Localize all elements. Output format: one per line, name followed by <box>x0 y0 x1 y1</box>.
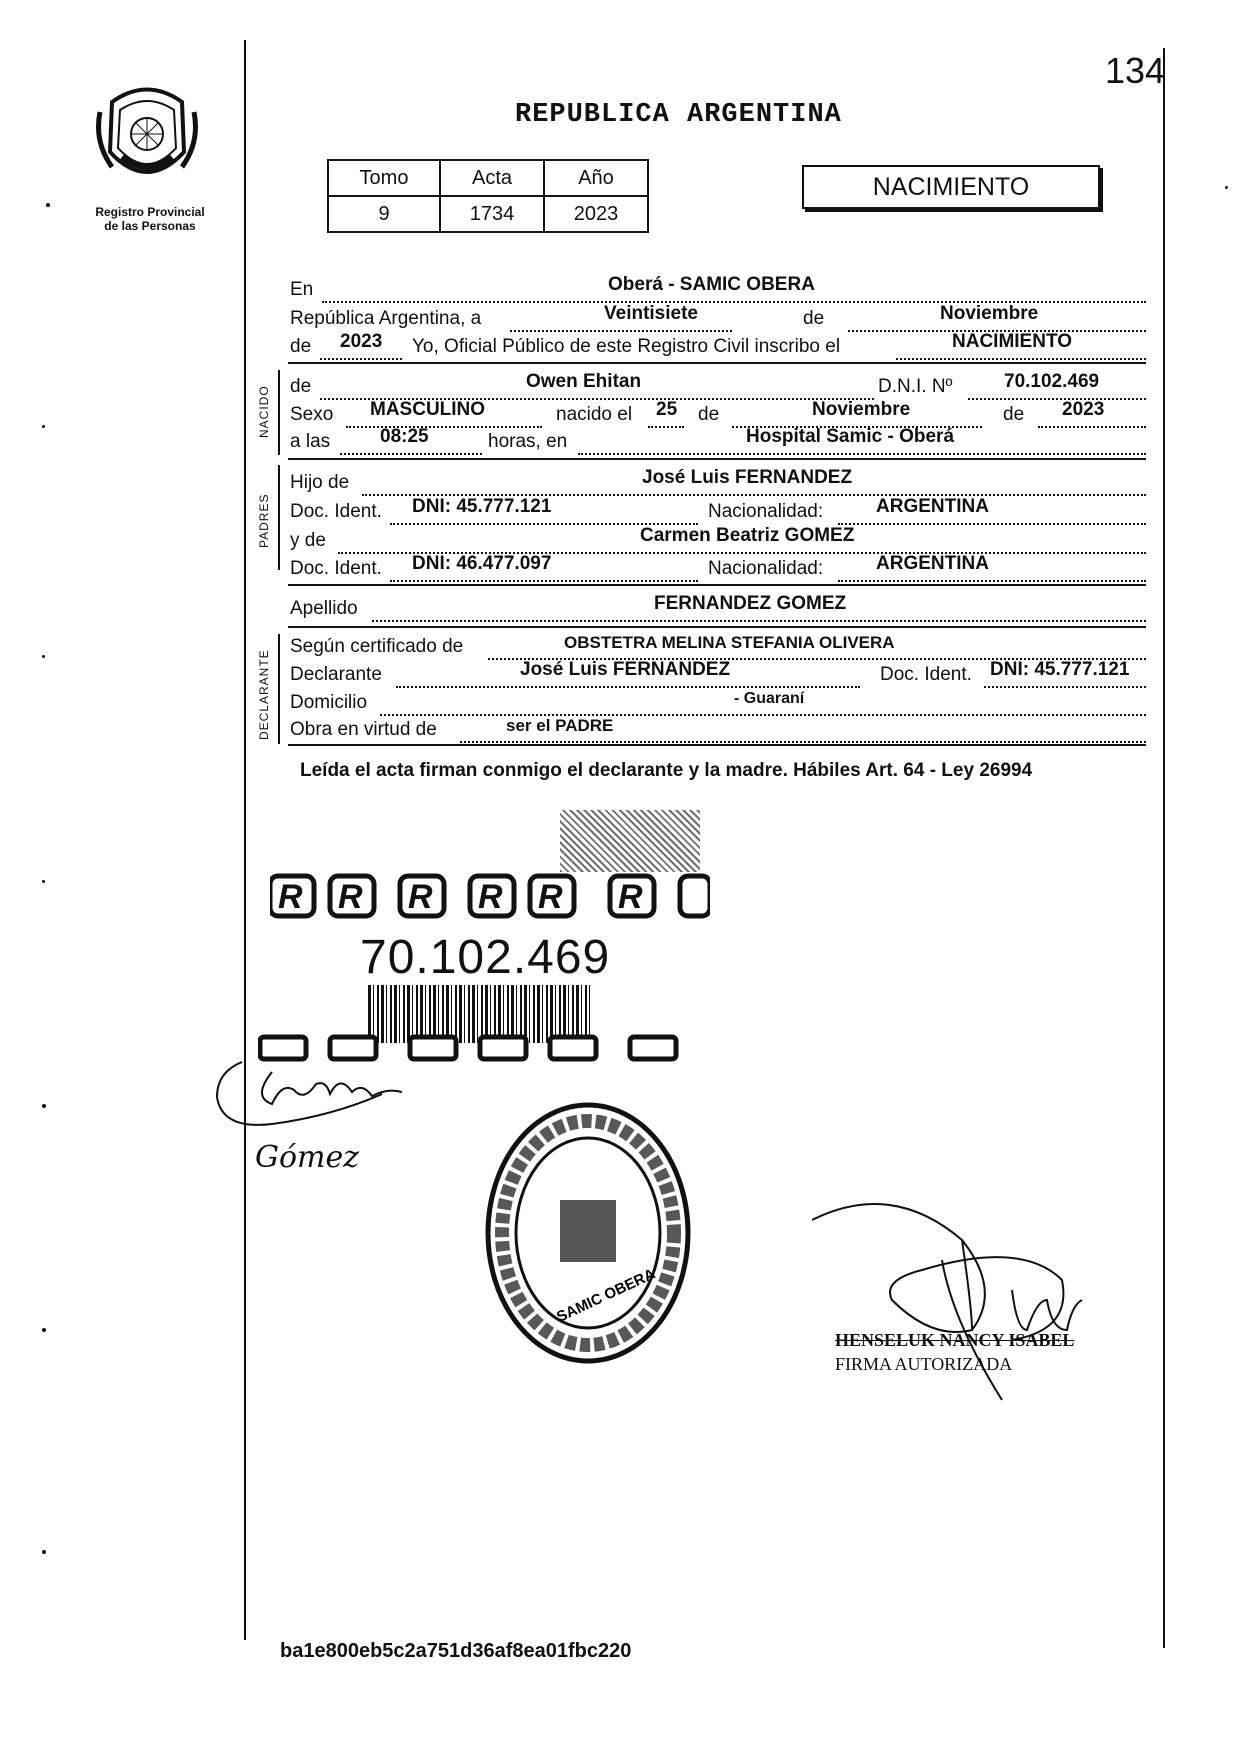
form-row-nombre <box>288 371 1146 400</box>
page-number: 134 <box>1105 50 1166 91</box>
label-apellido: Apellido <box>290 598 358 619</box>
label-declarante: Declarante <box>290 664 382 685</box>
svg-text:R: R <box>538 878 563 916</box>
value-nac-dia: 25 <box>656 399 678 420</box>
label-de4: de <box>698 404 720 425</box>
dotted-line <box>346 426 542 428</box>
label-en: En <box>290 279 314 300</box>
form-row-padre-doc <box>288 496 1146 525</box>
label-yde: y de <box>290 530 326 551</box>
value-anio: 2023 <box>340 331 383 352</box>
provincia-misiones-logo <box>92 82 202 192</box>
dotted-line <box>838 580 1146 582</box>
margin-dot <box>42 1104 46 1108</box>
dotted-line <box>460 741 1146 743</box>
declarante-signature <box>212 1042 452 1142</box>
form-row-apellido <box>288 593 1146 622</box>
svg-text:R: R <box>408 878 433 916</box>
form-row-domicilio <box>288 690 1146 716</box>
form-row-declarante <box>288 659 1146 688</box>
section-label-declarante: DECLARANTE <box>257 649 271 740</box>
label-de5: de <box>1003 404 1025 425</box>
label-nacionalidad2: Nacionalidad: <box>708 558 824 579</box>
right-border-line <box>1163 48 1165 1648</box>
label-sexo: Sexo <box>290 404 334 425</box>
signatory-name: HENSELUK NANCY ISABEL <box>835 1330 1075 1350</box>
form-row-republica <box>288 303 1146 332</box>
value-tomo: 9 <box>328 196 440 232</box>
signatory-title: FIRMA AUTORIZADA <box>835 1354 1013 1374</box>
form-row-hora <box>288 426 1146 455</box>
label-hijo: Hijo de <box>290 472 350 493</box>
header-tomo: Tomo <box>328 160 440 196</box>
barcode-number: 70.102.469 <box>360 931 611 984</box>
form-row-hijo <box>288 467 1146 496</box>
svg-text:R: R <box>478 878 503 916</box>
label-alas: a las <box>290 431 331 452</box>
left-border-line <box>244 40 246 1640</box>
dotted-line <box>838 523 1146 525</box>
label-de3: de <box>290 376 312 397</box>
value-hora: 08:25 <box>380 426 429 447</box>
margin-dot <box>42 880 45 883</box>
separator-line <box>288 626 1146 628</box>
value-inscribe: NACIMIENTO <box>952 331 1072 352</box>
value-apellido: FERNANDEZ GOMEZ <box>654 593 847 614</box>
dotted-line <box>320 358 402 360</box>
value-madre-nac: ARGENTINA <box>876 553 989 574</box>
value-certificado: OBSTETRA MELINA STEFANIA OLIVERA <box>564 633 895 652</box>
seal-text: SAMIC OBERA <box>554 1265 658 1326</box>
declarante-bracket <box>278 634 280 744</box>
svg-text:R: R <box>338 878 363 916</box>
value-dni: 70.102.469 <box>1004 371 1100 392</box>
value-nombre: Owen Ehitan <box>526 371 642 392</box>
value-nac-mes: Noviembre <box>812 399 911 420</box>
reference-table <box>327 159 649 233</box>
value-domicilio: - Guaraní <box>734 690 805 707</box>
label-obra: Obra en virtud de <box>290 719 437 740</box>
form-row-sexo <box>288 399 1146 428</box>
header-anio: Año <box>544 160 648 196</box>
dotted-line <box>390 580 698 582</box>
value-lugar-nac: Hospital Samic - Oberá <box>746 426 955 447</box>
label-doc: Doc. Ident. <box>290 501 382 522</box>
value-padre: José Luis FERNANDEZ <box>642 467 853 488</box>
separator-line <box>288 584 1146 586</box>
dotted-line <box>648 426 684 428</box>
dotted-line <box>340 453 482 455</box>
value-acta: 1734 <box>440 196 544 232</box>
label-doc3: Doc. Ident. <box>880 664 972 685</box>
document-title: REPUBLICA ARGENTINA <box>515 100 842 130</box>
section-label-nacido: NACIDO <box>257 385 271 438</box>
logo-caption <box>70 205 230 233</box>
margin-dot <box>42 655 45 658</box>
svg-text:R: R <box>618 878 643 916</box>
value-declarante-doc: DNI: 45.777.121 <box>990 659 1130 680</box>
value-lugar: Oberá - SAMIC OBERA <box>608 274 815 295</box>
margin-dot <box>42 425 45 428</box>
dotted-line <box>510 330 732 332</box>
record-type-box: NACIMIENTO <box>802 165 1100 209</box>
dotted-line <box>396 686 860 688</box>
form-row-en <box>288 274 1146 303</box>
label-de: de <box>803 308 825 329</box>
label-horas: horas, en <box>488 431 568 452</box>
label-de2: de <box>290 336 312 357</box>
madre-handwritten-surname: Gómez <box>255 1140 360 1175</box>
label-dni: D.N.I. Nº <box>878 376 953 397</box>
padres-bracket <box>278 465 280 570</box>
form-row-madre <box>288 525 1146 554</box>
label-certificado: Según certificado de <box>290 636 464 657</box>
dotted-line <box>984 686 1146 688</box>
form-row-anio <box>288 331 1146 360</box>
margin-dot <box>1225 186 1228 189</box>
form-row-obra <box>288 717 1146 743</box>
svg-text:R: R <box>278 878 303 916</box>
header-acta: Acta <box>440 160 544 196</box>
dotted-line <box>1038 426 1146 428</box>
margin-dot <box>42 1328 46 1332</box>
label-nacido: nacido el <box>556 404 633 425</box>
value-padre-nac: ARGENTINA <box>876 496 989 517</box>
value-sexo: MASCULINO <box>370 399 486 420</box>
label-doc2: Doc. Ident. <box>290 558 382 579</box>
value-padre-doc: DNI: 45.777.121 <box>412 496 552 517</box>
value-dia-letras: Veintisiete <box>604 303 698 324</box>
security-strip-top <box>270 862 710 924</box>
closing-statement: Leída el acta firman conmigo el declarante y la madre. Hábiles Art. 64 - Ley 26994 <box>300 760 1033 781</box>
value-anio: 2023 <box>544 196 648 232</box>
value-madre: Carmen Beatriz GOMEZ <box>640 525 855 546</box>
label-oficial: Yo, Oficial Público de este Registro Civil inscribo el <box>412 336 841 357</box>
margin-dot <box>46 203 50 207</box>
official-seal <box>482 1098 694 1368</box>
section-label-padres: PADRES <box>257 493 271 548</box>
form-row-madre-doc <box>288 553 1146 582</box>
separator-line <box>288 362 1146 364</box>
form-row-certificado <box>288 634 1146 660</box>
margin-dot <box>42 1550 46 1554</box>
label-republica: República Argentina, a <box>290 308 482 329</box>
value-declarante: José Luis FERNANDEZ <box>520 659 731 680</box>
dotted-line <box>380 714 1146 716</box>
signature-block <box>835 1328 1074 1376</box>
value-obra: ser el PADRE <box>506 716 614 735</box>
separator-line <box>288 744 1146 746</box>
value-madre-doc: DNI: 46.477.097 <box>412 553 552 574</box>
dotted-line <box>578 453 1146 455</box>
dotted-line <box>372 620 1146 622</box>
label-nacionalidad: Nacionalidad: <box>708 501 824 522</box>
separator-line <box>288 458 1146 460</box>
document-hash: ba1e800eb5c2a751d36af8ea01fbc220 <box>280 1640 632 1662</box>
value-nac-anio: 2023 <box>1062 399 1105 420</box>
value-mes: Noviembre <box>940 303 1039 324</box>
label-domicilio: Domicilio <box>290 692 368 713</box>
logo-caption-line2: de las Personas <box>104 219 196 233</box>
nacido-bracket <box>278 370 280 455</box>
dotted-line <box>896 358 1146 360</box>
dotted-line <box>968 398 1146 400</box>
logo-caption-line1: Registro Provincial <box>95 205 205 219</box>
